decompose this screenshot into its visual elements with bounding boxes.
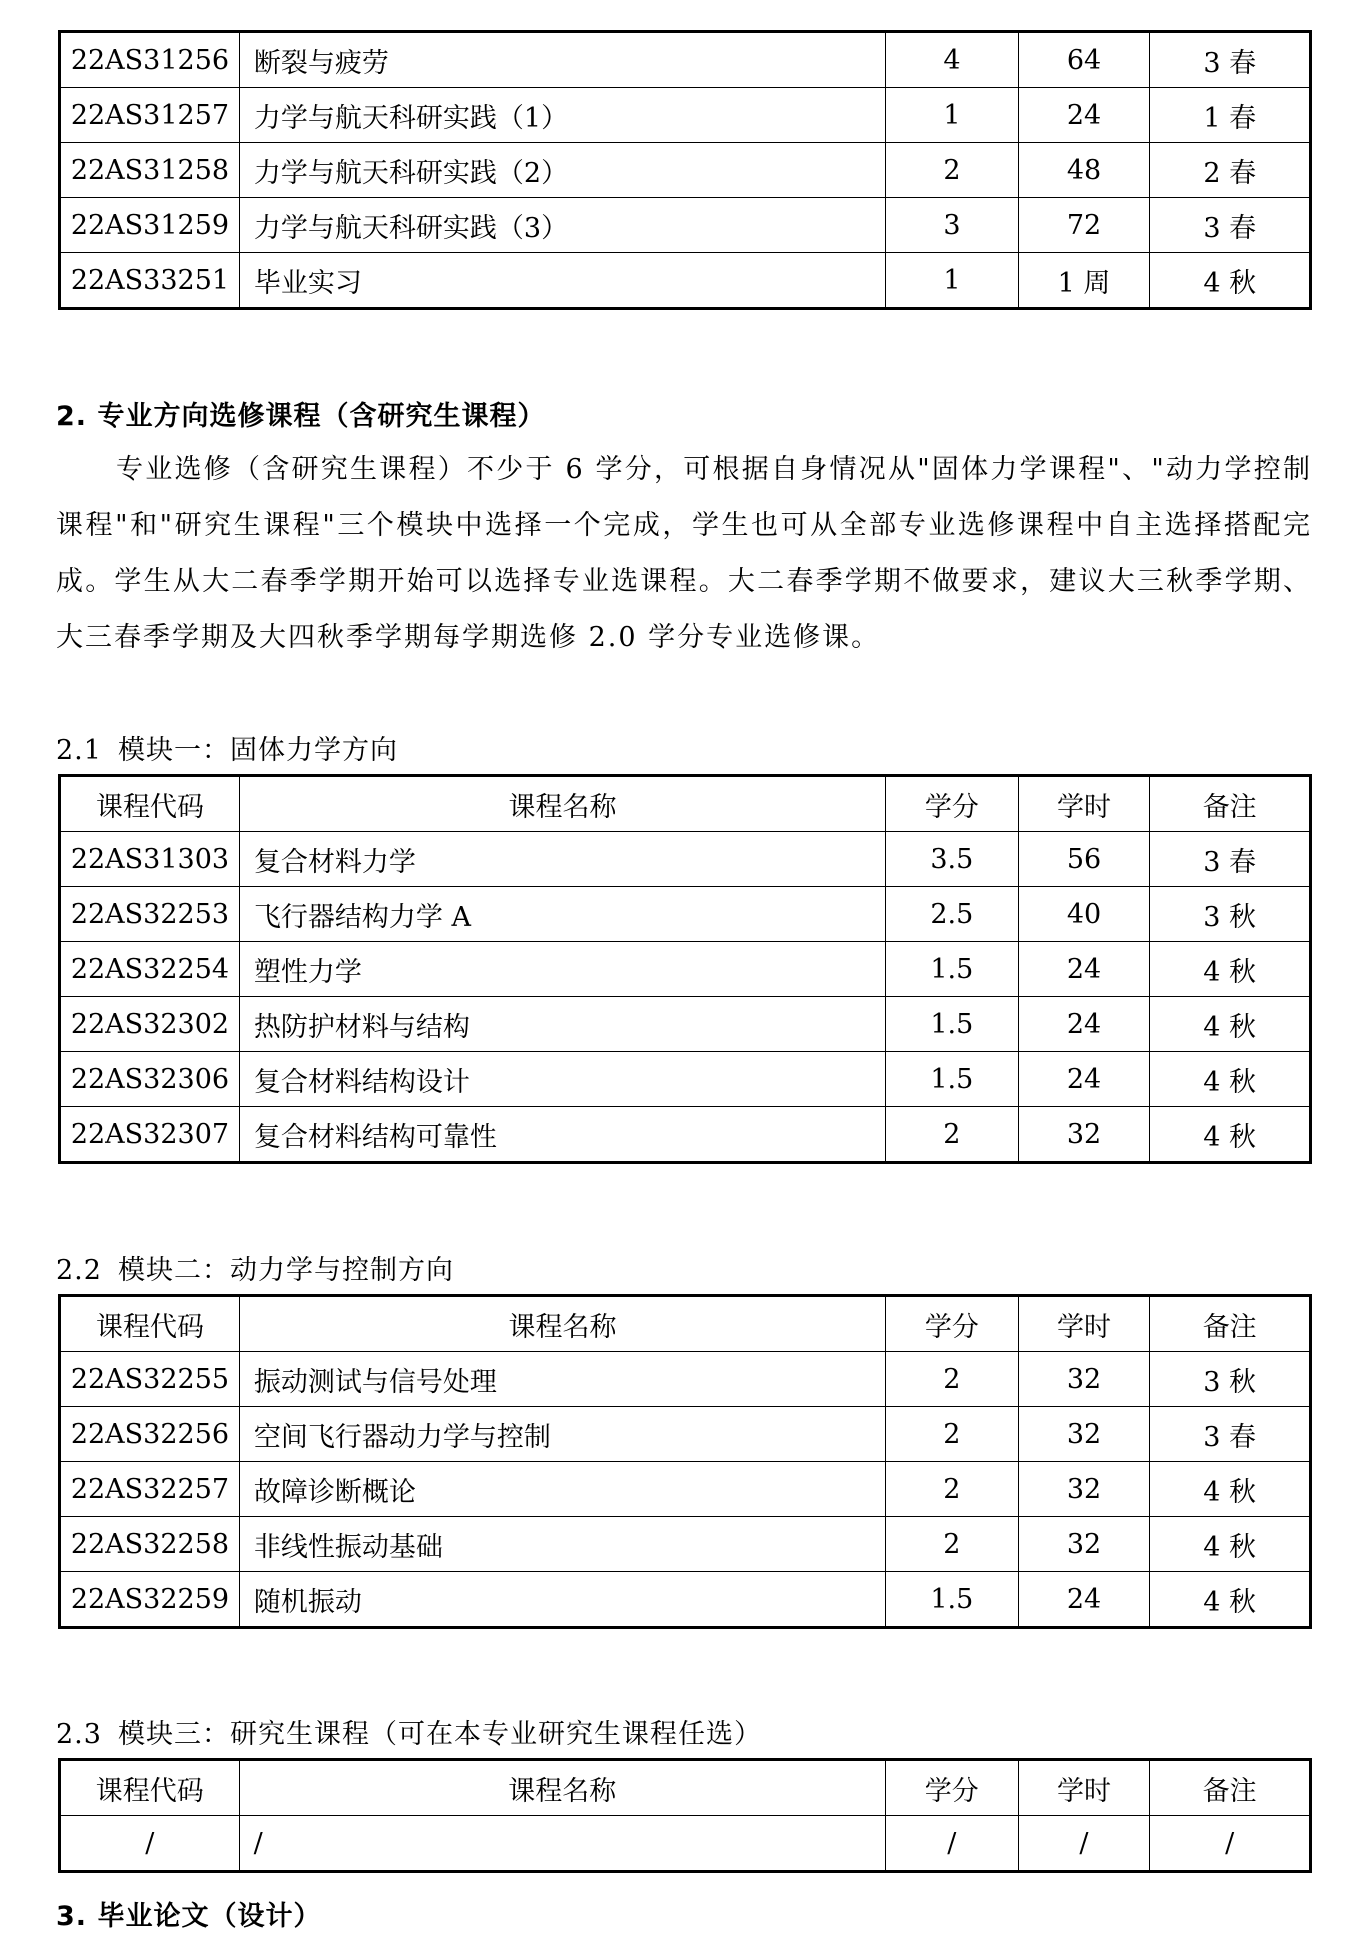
module-3-number: 2.3: [56, 1719, 102, 1750]
course-note: 4 秋: [1150, 1107, 1311, 1163]
course-note: 4 秋: [1150, 997, 1311, 1052]
course-hours: 32: [1018, 1107, 1150, 1163]
table-row: [60, 1107, 1311, 1163]
course-name: 复合材料结构设计: [239, 1052, 885, 1107]
course-credit: 2: [885, 1462, 1018, 1517]
course-credit: 2: [886, 143, 1019, 198]
course-credit: 3: [886, 198, 1019, 253]
course-table-module-3: [58, 1758, 1312, 1873]
table-row: [60, 143, 1311, 198]
course-table-required: [58, 30, 1312, 310]
course-name: 空间飞行器动力学与控制: [239, 1407, 885, 1462]
module-1-title: 模块一：固体力学方向: [117, 735, 398, 766]
course-name: 热防护材料与结构: [239, 997, 885, 1052]
course-credit: 2: [885, 1517, 1018, 1572]
header-name: 课程名称: [239, 1296, 885, 1352]
course-credit: 1: [886, 88, 1019, 143]
course-hours: 48: [1018, 143, 1150, 198]
module-3-title: 模块三：研究生课程（可在本专业研究生课程任选）: [117, 1719, 762, 1750]
table-row: [60, 253, 1311, 309]
header-hours: 学时: [1018, 1760, 1150, 1816]
course-note: 4 秋: [1150, 1572, 1311, 1628]
course-credit: 2: [885, 1407, 1018, 1462]
table-row: [60, 1572, 1311, 1628]
header-code: 课程代码: [60, 776, 240, 832]
header-name: 课程名称: [239, 1760, 885, 1816]
course-name: 断裂与疲劳: [239, 32, 885, 88]
course-code: 22AS32306: [60, 1052, 240, 1107]
module-2-heading: [56, 1248, 454, 1287]
course-name: 力学与航天科研实践（1）: [239, 88, 885, 143]
course-credit: 2.5: [885, 887, 1018, 942]
course-credit: 1.5: [885, 997, 1018, 1052]
section-2-title: 2. 专业方向选修课程（含研究生课程）: [56, 401, 546, 432]
table-row: [60, 1816, 1311, 1872]
course-code: 22AS32254: [60, 942, 240, 997]
course-hours: 1 周: [1018, 253, 1150, 309]
table-row: [60, 88, 1311, 143]
course-credit: 1.5: [885, 942, 1018, 997]
header-credit: 学分: [885, 1296, 1018, 1352]
module-2-number: 2.2: [56, 1255, 102, 1286]
course-code: 22AS32259: [60, 1572, 240, 1628]
course-table-module-1: [58, 774, 1312, 1164]
course-code: 22AS32253: [60, 887, 240, 942]
course-credit: 3.5: [885, 832, 1018, 887]
table-row: [60, 1407, 1311, 1462]
table-header-row: [60, 1760, 1311, 1816]
course-note: 4 秋: [1150, 1517, 1311, 1572]
course-hours: 24: [1018, 1052, 1150, 1107]
course-code: 22AS31258: [60, 143, 240, 198]
course-name: 毕业实习: [239, 253, 885, 309]
course-name: 复合材料力学: [239, 832, 885, 887]
course-code: /: [60, 1816, 240, 1872]
table-header-row: [60, 776, 1311, 832]
header-note: 备注: [1150, 776, 1311, 832]
course-credit: 1.5: [885, 1052, 1018, 1107]
course-note: 4 秋: [1150, 253, 1311, 309]
course-hours: 72: [1018, 198, 1150, 253]
course-code: 22AS32307: [60, 1107, 240, 1163]
course-note: 2 春: [1150, 143, 1311, 198]
course-hours: 32: [1018, 1462, 1150, 1517]
table-row: [60, 1462, 1311, 1517]
course-code: 22AS31259: [60, 198, 240, 253]
module-3-heading: [56, 1712, 762, 1751]
course-name: 振动测试与信号处理: [239, 1352, 885, 1407]
table-row: [60, 997, 1311, 1052]
table-row: [60, 1352, 1311, 1407]
course-name: 故障诊断概论: [239, 1462, 885, 1517]
course-hours: 64: [1018, 32, 1150, 88]
course-code: 22AS31257: [60, 88, 240, 143]
header-credit: 学分: [885, 1760, 1018, 1816]
module-1-heading: [56, 728, 398, 767]
course-name: 飞行器结构力学 A: [239, 887, 885, 942]
course-note: 3 秋: [1150, 1352, 1311, 1407]
header-credit: 学分: [885, 776, 1018, 832]
course-credit: /: [885, 1816, 1018, 1872]
table-row: [60, 832, 1311, 887]
course-hours: 24: [1018, 997, 1150, 1052]
course-hours: 24: [1018, 1572, 1150, 1628]
course-code: 22AS32302: [60, 997, 240, 1052]
section-2-paragraph: 专业选修（含研究生课程）不少于 6 学分，可根据自身情况从"固体力学课程"、"动力学控制课程"和"研究生课程"三个模块中选择一个完成，学生也可从全部专业选修课程中自主选择搭配完成。学生从大二春季学期开始可以选择专业选课程。大二春季学期不做要求，建议大三秋季学期、大三春季学期及大四秋季学期每学期选修 2.0 学分专业选修课。: [56, 454, 1312, 653]
course-credit: 1: [886, 253, 1019, 309]
table-row: [60, 1517, 1311, 1572]
course-name: 力学与航天科研实践（2）: [239, 143, 885, 198]
course-code: 22AS32256: [60, 1407, 240, 1462]
header-hours: 学时: [1018, 1296, 1150, 1352]
course-name: 塑性力学: [239, 942, 885, 997]
course-note: 4 秋: [1150, 1052, 1311, 1107]
course-note: 3 春: [1150, 32, 1311, 88]
table-row: [60, 32, 1311, 88]
section-3-title: 3. 毕业论文（设计）: [56, 1901, 322, 1932]
table-row: [60, 887, 1311, 942]
course-hours: 32: [1018, 1407, 1150, 1462]
course-code: 22AS32257: [60, 1462, 240, 1517]
table-row: [60, 1052, 1311, 1107]
course-name: /: [239, 1816, 885, 1872]
course-credit: 4: [886, 32, 1019, 88]
course-name: 非线性振动基础: [239, 1517, 885, 1572]
course-code: 22AS32255: [60, 1352, 240, 1407]
module-1-number: 2.1: [56, 735, 102, 766]
course-code: 22AS32258: [60, 1517, 240, 1572]
course-hours: 56: [1018, 832, 1150, 887]
course-note: /: [1150, 1816, 1311, 1872]
module-2-title: 模块二：动力学与控制方向: [117, 1255, 454, 1286]
course-hours: /: [1018, 1816, 1150, 1872]
header-code: 课程代码: [60, 1296, 240, 1352]
course-note: 4 秋: [1150, 942, 1311, 997]
header-note: 备注: [1150, 1296, 1311, 1352]
course-credit: 2: [885, 1107, 1018, 1163]
course-hours: 32: [1018, 1352, 1150, 1407]
course-name: 力学与航天科研实践（3）: [239, 198, 885, 253]
course-note: 3 春: [1150, 198, 1311, 253]
course-table-module-2: [58, 1294, 1312, 1629]
course-code: 22AS33251: [60, 253, 240, 309]
table-row: [60, 942, 1311, 997]
course-note: 1 春: [1150, 88, 1311, 143]
course-note: 3 秋: [1150, 887, 1311, 942]
course-hours: 24: [1018, 88, 1150, 143]
course-credit: 2: [885, 1352, 1018, 1407]
header-code: 课程代码: [60, 1760, 240, 1816]
header-name: 课程名称: [239, 776, 885, 832]
header-hours: 学时: [1018, 776, 1150, 832]
course-note: 4 秋: [1150, 1462, 1311, 1517]
course-hours: 32: [1018, 1517, 1150, 1572]
course-name: 随机振动: [239, 1572, 885, 1628]
table-header-row: [60, 1296, 1311, 1352]
header-note: 备注: [1150, 1760, 1311, 1816]
course-name: 复合材料结构可靠性: [239, 1107, 885, 1163]
course-note: 3 春: [1150, 832, 1311, 887]
table-row: [60, 198, 1311, 253]
course-note: 3 春: [1150, 1407, 1311, 1462]
course-credit: 1.5: [885, 1572, 1018, 1628]
course-code: 22AS31303: [60, 832, 240, 887]
course-hours: 40: [1018, 887, 1150, 942]
course-hours: 24: [1018, 942, 1150, 997]
course-code: 22AS31256: [60, 32, 240, 88]
